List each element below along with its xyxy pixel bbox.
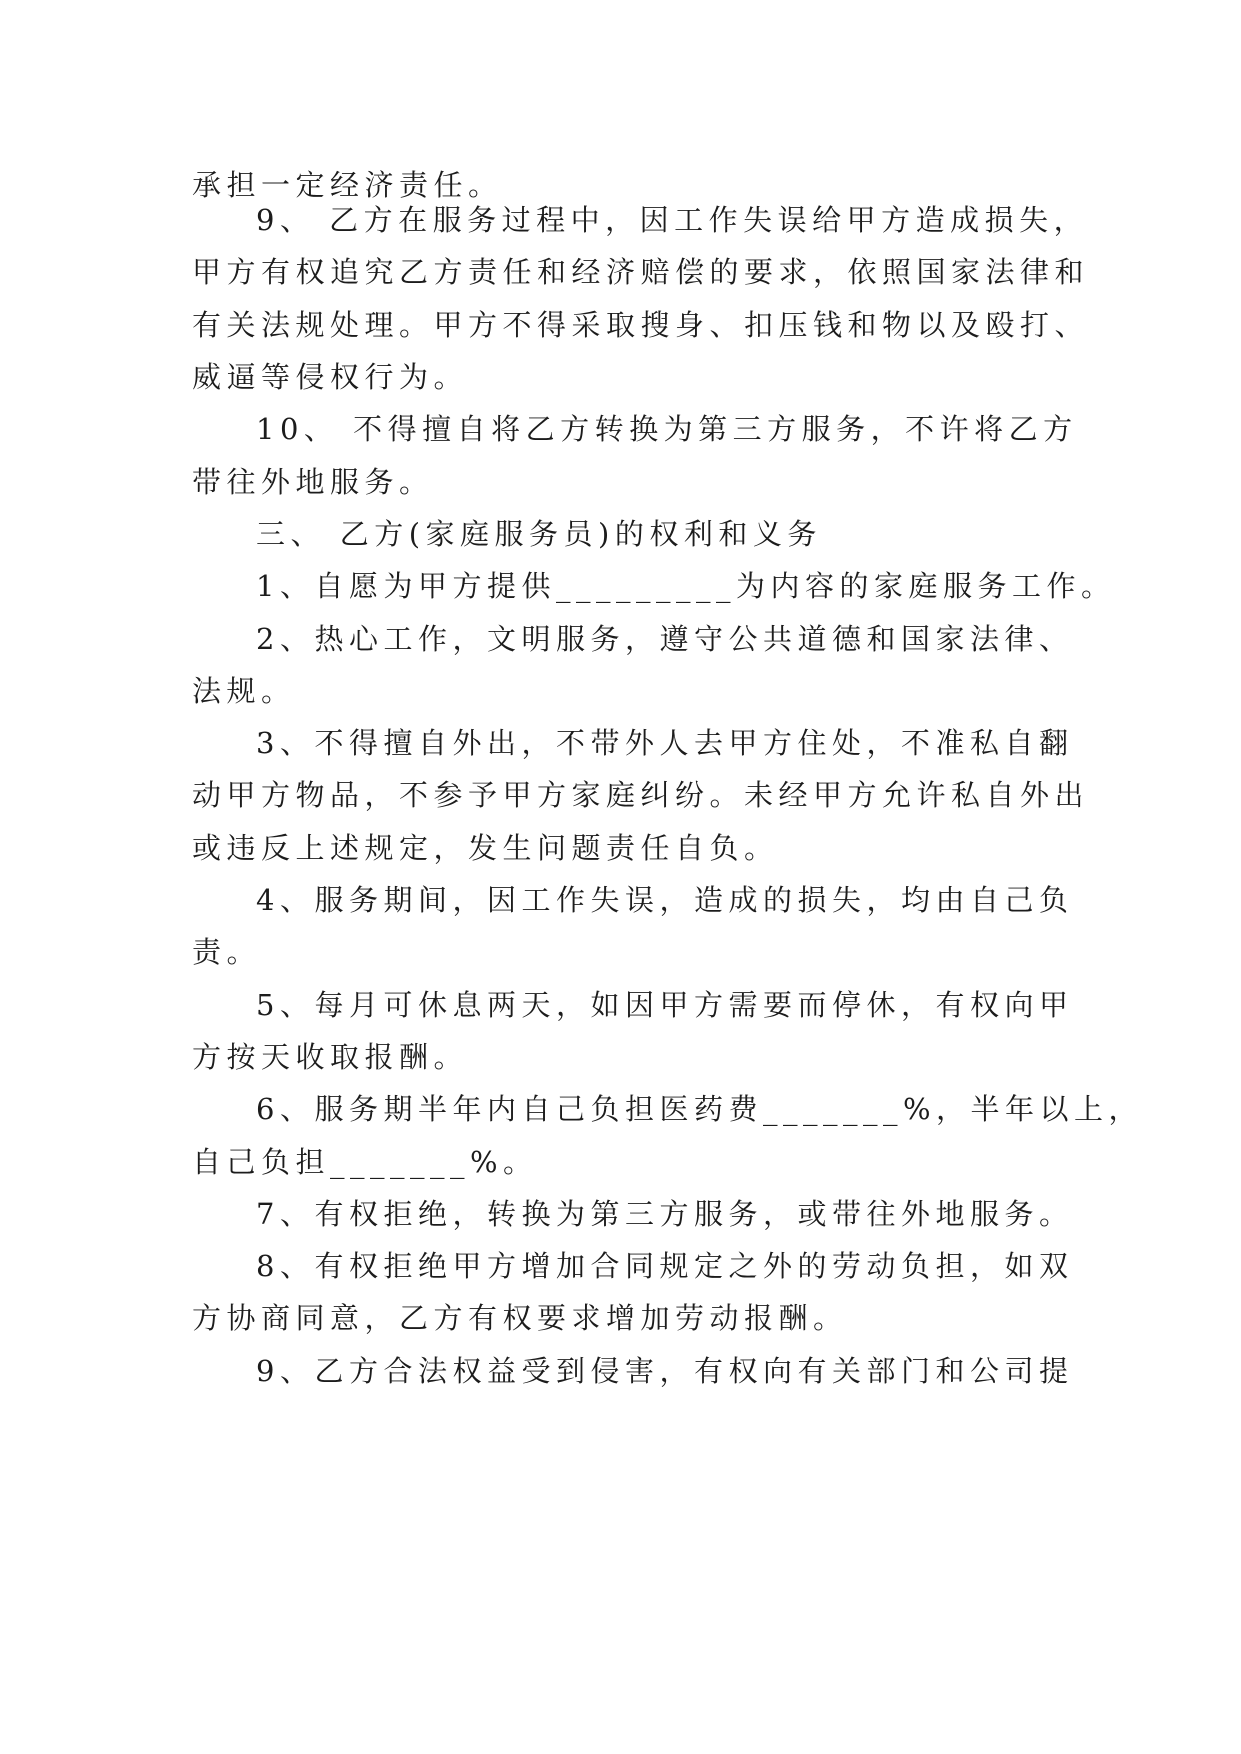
text-line: 法规。 xyxy=(192,674,296,708)
text-line: 9、 乙方在服务过程中，因工作失误给甲方造成损失， xyxy=(256,203,1089,237)
text-line: 5、每月可休息两天，如因甲方需要而停休，有权向甲 xyxy=(256,988,1074,1022)
text-line: 6、服务期半年内自己负担医药费_______%，半年以上， xyxy=(256,1092,1144,1126)
text-line: 威逼等侵权行为。 xyxy=(192,360,469,394)
text-line: 甲方有权追究乙方责任和经济赔偿的要求，依照国家法律和 xyxy=(192,255,1090,289)
text-line: 有关法规处理。甲方不得采取搜身、扣压钱和物以及殴打、 xyxy=(192,308,1090,342)
text-line: 承担一定经济责任。 xyxy=(192,168,503,202)
text-line: 4、服务期间，因工作失误，造成的损失，均由自己负 xyxy=(256,883,1074,917)
text-line: 9、乙方合法权益受到侵害，有权向有关部门和公司提 xyxy=(256,1354,1074,1388)
text-line: 方协商同意，乙方有权要求增加劳动报酬。 xyxy=(192,1301,848,1335)
text-line: 带往外地服务。 xyxy=(192,465,434,499)
text-line: 自己负担_______%。 xyxy=(192,1145,538,1179)
text-line: 10、 不得擅自将乙方转换为第三方服务，不许将乙方 xyxy=(256,412,1078,446)
text-line: 7、有权拒绝，转换为第三方服务，或带往外地服务。 xyxy=(256,1197,1074,1231)
text-line: 动甲方物品，不参予甲方家庭纠纷。未经甲方允许私自外出 xyxy=(192,778,1090,812)
text-line: 方按天收取报酬。 xyxy=(192,1040,469,1074)
text-line: 3、不得擅自外出，不带外人去甲方住处，不准私自翻 xyxy=(256,726,1074,760)
section-heading: 三、 乙方(家庭服务员)的权利和义务 xyxy=(256,517,822,551)
text-line: 8、有权拒绝甲方增加合同规定之外的劳动负担，如双 xyxy=(256,1249,1074,1283)
text-line: 或违反上述规定，发生问题责任自负。 xyxy=(192,831,779,865)
text-line: 责。 xyxy=(192,935,262,969)
text-line: 2、热心工作，文明服务，遵守公共道德和国家法律、 xyxy=(256,622,1074,656)
text-line: 1、自愿为甲方提供_________为内容的家庭服务工作。 xyxy=(256,569,1116,603)
